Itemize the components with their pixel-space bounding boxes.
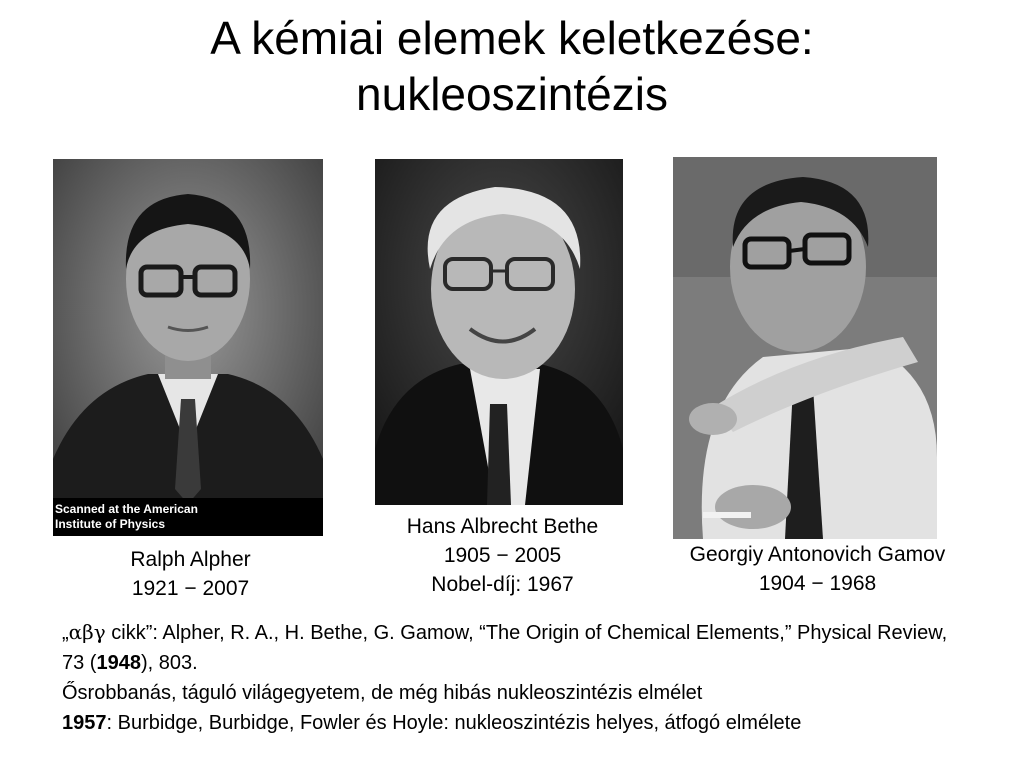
caption-name: Hans Albrecht Bethe — [406, 515, 599, 538]
caption-name: Ralph Alpher — [130, 548, 251, 571]
photo-credit — [53, 498, 323, 536]
title-line-1: A kémiai elemek keletkezése: — [210, 12, 814, 64]
notes-text — [62, 617, 962, 738]
photo-george-gamow — [673, 157, 937, 539]
note-year-1957: 1957 — [62, 712, 107, 734]
caption-hans-bethe — [370, 512, 635, 599]
note-paragraph-3 — [62, 708, 962, 738]
note-b2fh: : Burbidge, Burbidge, Fowler és Hoyle: nukleoszintézis helyes, átfogó elmélete — [106, 712, 802, 734]
caption-ralph-alpher — [53, 545, 328, 603]
note-citation-end: ), 803. — [140, 652, 198, 674]
note-greek-letters: αβγ — [68, 620, 106, 644]
caption-name: Georgiy Antonovich Gamov — [689, 543, 946, 566]
photo-credit-line-2: Institute of Physics — [55, 517, 166, 531]
note-year-1948: 1948 — [96, 652, 141, 674]
photo-hans-bethe — [375, 159, 623, 505]
caption-years: 1905 − 2005 — [443, 544, 562, 567]
title-line-2: nukleoszintézis — [356, 68, 668, 120]
note-paragraph-1 — [62, 617, 962, 678]
caption-years: 1904 − 1968 — [758, 572, 877, 595]
caption-nobel: Nobel-díj: 1967 — [431, 573, 574, 596]
note-citation: cikk”: Alpher, R. A., H. Bethe, G. Gamow, “The Origin of Chemical Elements,” Physical Review, 73 ( — [62, 622, 948, 674]
caption-george-gamow — [650, 540, 985, 598]
photo-credit-line-1: Scanned at the American — [55, 502, 198, 516]
note-paragraph-2: Ősrobbanás, táguló világegyetem, de még hibás nukleoszintézis elmélet — [62, 682, 703, 704]
note-open-quote: „ — [62, 622, 69, 644]
photo-ralph-alpher — [53, 159, 323, 536]
caption-years: 1921 − 2007 — [131, 577, 250, 600]
slide-title — [0, 10, 1024, 122]
